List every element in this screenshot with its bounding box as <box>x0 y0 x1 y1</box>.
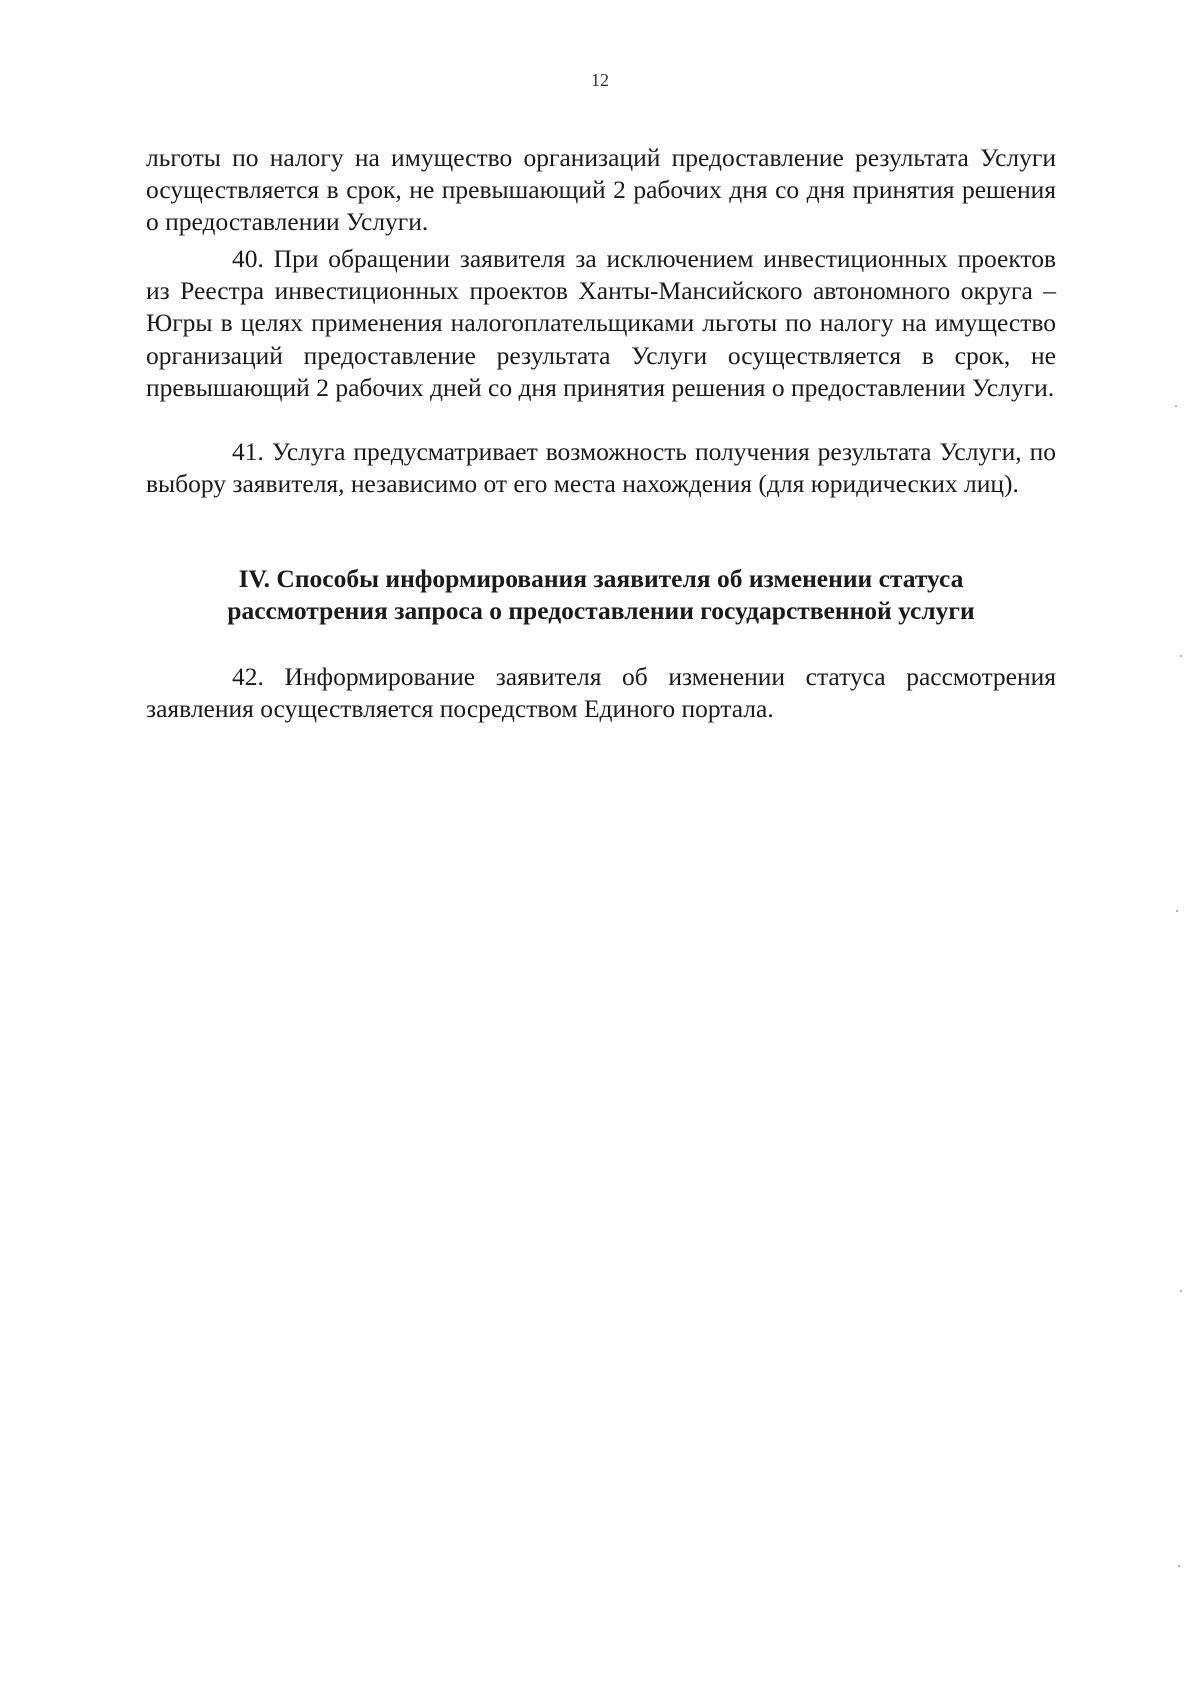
scan-speck <box>1180 655 1182 657</box>
paragraph-42 <box>146 661 1056 725</box>
paragraph-42-number: 42. <box>232 662 264 691</box>
paragraph-40-text: При обращении заявителя за исключением инвестиционных проектов из Реестра инвестиционных проектов Ханты-Мансийского автономного округа – Югры в целях применения налогоплательщиками льготы по налогу на имущество организаций предоставление результата Услуги осуществляется в срок, не превышающий 2 рабочих дней со дня принятия решения о предоставлении Услуги. <box>146 244 1056 402</box>
section-heading <box>146 563 1056 627</box>
continuation-text: льготы по налогу на имущество организаций предоставление результата Услуги осуществляется в срок, не превышающий 2 рабочих дня со дня принятия решения о предоставлении Услуги. <box>146 143 1056 237</box>
paragraph-41 <box>146 436 1056 500</box>
paragraph-40 <box>146 243 1056 404</box>
scan-speck <box>1180 1290 1182 1292</box>
paragraph-41-number: 41. <box>232 437 264 466</box>
continuation-paragraph <box>146 142 1056 239</box>
scan-speck <box>1176 910 1178 912</box>
paragraph-41-text: Услуга предусматривает возможность получения результата Услуги, по выбору заявителя, независимо от его места нахождения (для юридических лиц). <box>146 437 1057 499</box>
paragraph-42-text: Информирование заявителя об изменении статуса рассмотрения заявления осуществляется посредством Единого портала. <box>146 662 1056 724</box>
paragraph-40-number: 40. <box>232 244 264 273</box>
page-number: 12 <box>591 70 609 90</box>
scan-speck <box>1178 1565 1180 1567</box>
scan-speck <box>1175 405 1177 407</box>
section-heading-line-2: рассмотрения запроса о предоставлении государственной услуги <box>227 596 975 626</box>
section-heading-line-1: IV. Способы информирования заявителя об изменении статуса <box>238 564 964 593</box>
